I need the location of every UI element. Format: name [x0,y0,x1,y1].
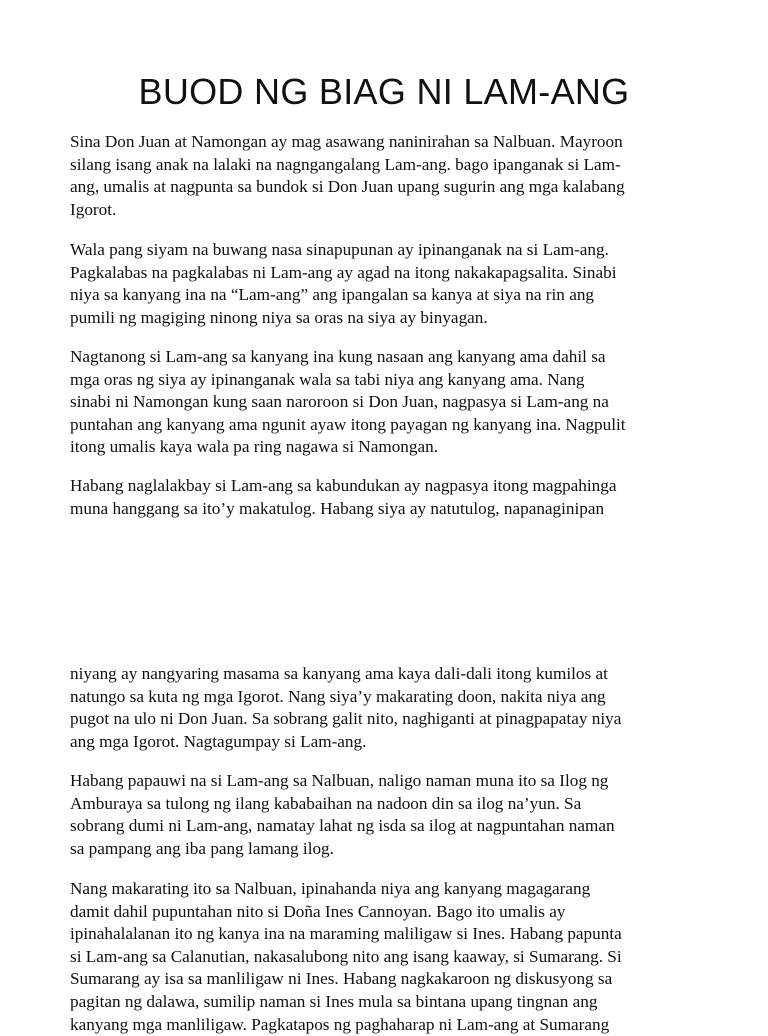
paragraph-2 [70,239,710,329]
paragraph-6 [70,770,710,860]
paragraph-line: Wala pang siyam na buwang nasa sinapupunan ay ipinanganak na si Lam-ang. [70,240,609,259]
paragraph-line: pagitan ng dalawa, sumilip naman si Ines mula sa bintana upang tingnan ang [70,991,598,1011]
paragraph-line: silang isang anak na lalaki na nagngangalang Lam-ang. bago ipanganak si Lam- [70,154,621,174]
paragraph-line: sinabi ni Namongan kung saan naroroon si Don Juan, nagpasya si Lam-ang na [70,392,609,412]
document-title: BUOD NG BIAG NI LAM-ANG [138,71,630,112]
paragraph-line: damit dahil pupuntahan nito si Doña Ines Cannoyan. Bago ito umalis ay [70,901,566,921]
paragraph-line: mga oras ng siya ay ipinanganak wala sa tabi niya ang kanyang ama. Nang [70,369,585,389]
paragraph-line: Nagtanong si Lam-ang sa kanyang ina kung nasaan ang kanyang ama dahil sa [70,347,606,366]
paragraph-line: si Lam-ang sa Calanutian, nakasalubong nito ang isang kaaway, si Sumarang. Si [70,946,622,966]
paragraph-7 [70,878,710,1036]
paragraph-line: Nang makarating ito sa Nalbuan, ipinahanda niya ang kanyang magagarang [70,879,591,898]
paragraph-line: niya sa kanyang ina na “Lam-ang” ang ipangalan sa kanya at siya na rin ang [70,285,595,305]
paragraph-line: Habang naglalakbay si Lam-ang sa kabundukan ay nagpasya itong magpahinga [70,476,617,495]
paragraph-line: ang, umalis at nagpunta sa bundok si Don Juan upang sugurin ang mga kalabang [70,177,625,197]
paragraph-line: natungo sa kuta ng mga Igorot. Nang siya’y makarating doon, nakita niya ang [70,686,606,706]
paragraph-4 [70,475,710,520]
paragraph-1 [70,131,710,221]
paragraph-line: muna hanggang sa ito’y makatulog. Habang siya ay natutulog, napanaginipan [70,498,605,518]
paragraph-line: ipinahalalanan ito ng kanya ina na maraming maliligaw si Ines. Habang papunta [70,924,622,944]
paragraph-3 [70,346,710,459]
paragraph-line: puntahan ang kanyang ama ngunit ayaw itong payagan ng kanyang ina. Nagpulit [70,414,626,434]
paragraph-5 [70,663,710,753]
paragraph-line: Sina Don Juan at Namongan ay mag asawang naninirahan sa Nalbuan. Mayroon [70,132,623,151]
paragraph-line: niyang ay nangyaring masama sa kanyang ama kaya dali-dali itong kumilos at [70,664,608,683]
paragraph-line: sobrang dumi ni Lam-ang, namatay lahat ng isda sa ilog at nagpuntahan naman [70,816,615,836]
paragraph-line: Igorot. [70,199,117,219]
paragraph-line: Habang papauwi na si Lam-ang sa Nalbuan, naligo naman muna ito sa Ilog ng [70,771,609,790]
paragraph-line: pugot na ulo ni Don Juan. Sa sobrang galit nito, naghiganti at pinagpapatay niya [70,709,622,729]
paragraph-line: sa pampang ang iba pang lamang ilog. [70,838,334,858]
paragraph-line: Sumarang ay isa sa manliligaw ni Ines. Habang nagkakaroon ng diskusyong sa [70,969,613,989]
paragraph-line: itong umalis kaya wala pa ring nagawa si Namongan. [70,437,438,457]
paragraph-line: Amburaya sa tulong ng ilang kababaihan na nadoon din sa ilog na’yun. Sa [70,793,582,813]
paragraph-line: Pagkalabas na pagkalabas ni Lam-ang ay agad na itong nakakapagsalita. Sinabi [70,262,617,282]
paragraph-line: kanyang mga manliligaw. Pagkatapos ng paghaharap ni Lam-ang at Sumarang [70,1014,610,1034]
paragraph-line: pumili ng magiging ninong niya sa oras na siya ay binyagan. [70,307,488,327]
paragraph-line: ang mga Igorot. Nagtagumpay si Lam-ang. [70,731,367,751]
